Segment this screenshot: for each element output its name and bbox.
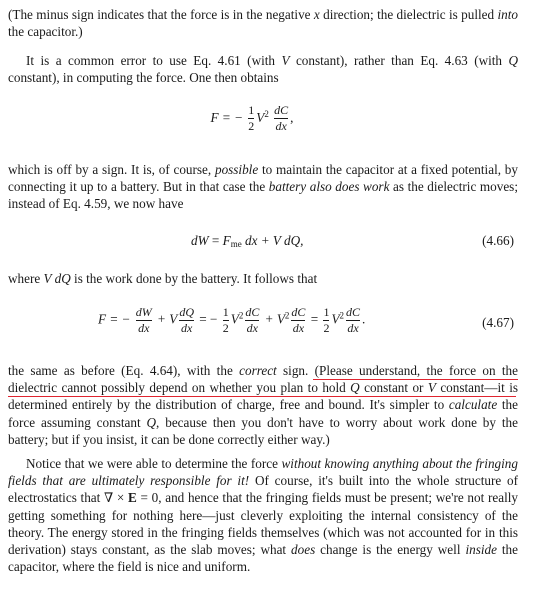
eq466-F: F: [222, 233, 231, 248]
text-span: is the work done by the battery. It follows that: [70, 271, 318, 286]
eq467-frac-dWdx: [136, 306, 152, 335]
eq467-frac-dQdx: [179, 306, 194, 335]
eq467-exponent-3: 2: [339, 310, 344, 321]
paragraph-minus-sign-note: [8, 6, 518, 40]
italic-V: V: [427, 380, 436, 396]
text-span: to maintain the capacitor at a fixed potential, by connecting it up to a battery. But in that case the: [8, 162, 518, 195]
eq467-period: .: [362, 311, 366, 327]
eq467-V3: V: [331, 311, 340, 327]
frac-den: dx: [275, 119, 287, 133]
italic-without-knowing: without knowing anything about the fringing fields that are ultimately responsible for it!: [8, 456, 518, 489]
eq467-equals-minus: = −: [199, 311, 218, 327]
italic-calculate: calculate: [448, 397, 498, 413]
frac-den: 2: [323, 321, 330, 335]
frac-den: dx: [246, 321, 258, 335]
italic-possible: possible: [214, 162, 259, 177]
text-span: where: [8, 271, 44, 286]
text-span: constant or: [359, 380, 428, 396]
red-underline-2: [8, 396, 516, 397]
eq1-body: [210, 103, 294, 133]
text-span: = 0, and hence that the fringing fields must be present; we're not really getting something for nothing here—just cleverly exploiting the internal consistency of the theory. The energy stored in the fringing fields themselves (which was not accounted for in this derivation) stays constant, as the slab moves; what: [8, 490, 518, 558]
eq467-body: [98, 306, 365, 335]
eq467-exponent-2: 2: [284, 310, 290, 321]
eq467-frac-half: [223, 306, 229, 335]
text-span: sign. (Please understand, the force on the dielectric cannot possibly depend on whether you plan to hold: [8, 363, 519, 396]
eq1-comma: ,: [290, 109, 294, 125]
italic-into: into: [497, 7, 518, 22]
paragraph-common-error: [8, 52, 518, 86]
text-span: constant), rather than Eq. 4.63 (with: [289, 53, 509, 68]
eq466-subscript: me: [230, 239, 242, 249]
italic-V: V: [281, 53, 290, 68]
text-span: the capacitor, where the field is nice and uniform.: [8, 542, 518, 575]
italic-Q: Q: [508, 53, 518, 68]
eq466-rest: dx + V dQ,: [241, 233, 304, 248]
frac-den: dx: [347, 321, 359, 335]
eq1-exponent: 2: [264, 108, 269, 119]
equation-number-4-66: (4.66): [482, 233, 514, 248]
eq467-V: V: [230, 311, 239, 327]
text-span: , because then you don't have to worry about work done by the battery; but if you insist, it can be done correctly either way.): [8, 414, 518, 447]
frac-num: dW: [135, 305, 152, 319]
frac-num: dC: [245, 305, 260, 319]
italic-Q: Q: [350, 380, 360, 396]
text-span: Notice that we were able to determine the force: [26, 456, 282, 471]
eq1-V: V: [256, 109, 265, 125]
paragraph-same-as-before: [8, 362, 518, 448]
bold-E: E: [128, 490, 137, 506]
text-span: constant), in computing the force. One then obtains: [8, 70, 279, 86]
italic-Q: Q: [146, 414, 157, 430]
eq467-plus-V2: + V: [264, 311, 285, 327]
eq466-equals: =: [208, 233, 223, 248]
eq467-exponent: 2: [238, 310, 244, 321]
equation-wrong-sign: [0, 104, 544, 133]
eq467-lhs: F = −: [98, 311, 131, 327]
equation-number-4-67: (4.67): [482, 315, 514, 330]
eq467-frac-half-2: [323, 306, 329, 335]
eq1-frac-dCdx: [274, 104, 288, 133]
italic-VdQ: V dQ: [43, 271, 71, 286]
paragraph-off-by-sign: [8, 161, 518, 213]
text-span: the force assuming constant: [8, 397, 518, 430]
eq466-dW: dW: [191, 233, 209, 248]
frac-num: dQ: [179, 305, 194, 319]
paragraph-work-by-battery: [8, 270, 518, 287]
eq466-body: [191, 232, 303, 249]
frac-den: dx: [180, 321, 193, 335]
text-span: change is the energy well: [315, 542, 466, 558]
frac-den: dx: [138, 321, 150, 335]
text-span: It is a common error to use Eq. 4.61 (with: [26, 53, 282, 68]
text-span: direction; the dielectric is pulled: [319, 7, 498, 22]
eq467-plus-V: + V: [157, 311, 178, 327]
eq467-equals: =: [310, 311, 319, 327]
italic-battery-work: battery also does work: [268, 179, 390, 195]
frac-num: 1: [248, 103, 255, 117]
text-span: constant—it is determined entirely by the distribution of charge, free and bound. It's simpler to: [8, 380, 518, 413]
eq1-frac-half: [248, 104, 254, 133]
frac-num: 1: [323, 305, 330, 319]
frac-num: dC: [291, 305, 306, 319]
frac-den: 2: [222, 321, 229, 335]
text-span: (The minus sign indicates that the force is in the negative: [8, 7, 314, 22]
text-span: as the dielectric moves; instead of Eq. 4.59, we now have: [8, 179, 518, 212]
frac-num: 1: [222, 305, 229, 319]
eq467-frac-dCdx-3: [346, 306, 360, 335]
text-span: the same as before (Eq. 4.64), with the: [8, 363, 240, 378]
text-span: Of course, it's built into the whole structure of electrostatics that ∇ ×: [8, 473, 518, 506]
eq467-frac-dCdx-1: [245, 306, 259, 335]
italic-inside: inside: [465, 542, 497, 558]
frac-den: dx: [292, 321, 305, 335]
text-span: the capacitor.): [8, 24, 83, 40]
italic-correct: correct: [239, 363, 277, 378]
frac-num: dC: [274, 103, 289, 117]
red-underline-1: [313, 379, 518, 380]
eq467-frac-dCdx-2: [291, 306, 305, 335]
italic-does: does: [291, 542, 316, 558]
text-span: which is off by a sign. It is, of course,: [8, 162, 215, 177]
frac-num: dC: [346, 305, 361, 319]
paragraph-fringing-fields: [8, 455, 518, 575]
eq1-lhs: F = −: [210, 109, 243, 125]
italic-x: x: [313, 7, 320, 22]
frac-den: 2: [248, 119, 255, 133]
